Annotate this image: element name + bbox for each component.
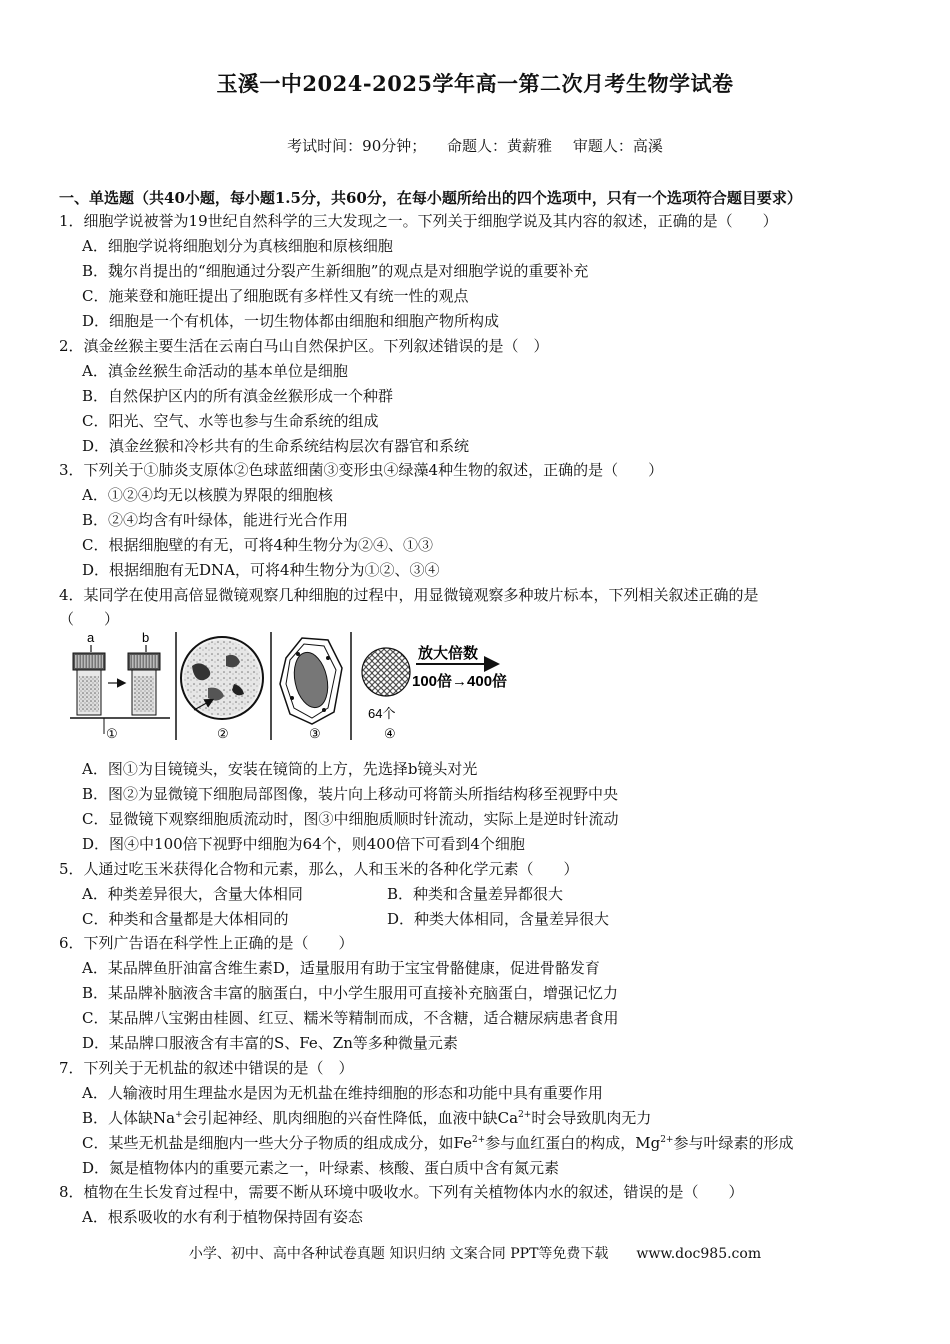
question-7-stem: 7．下列关于无机盐的叙述中错误的是（ ） bbox=[59, 1059, 354, 1077]
question-6-stem: 6．下列广告语在科学性上正确的是（ ） bbox=[59, 934, 354, 952]
question-4-option-a: A．图①为目镜镜头，安装在镜筒的上方，先选择b镜头对光 bbox=[82, 760, 478, 778]
lens-b-icon bbox=[128, 653, 160, 715]
question-4-option-d: D．图④中100倍下视野中细胞为64个，则400倍下可看到4个细胞 bbox=[82, 835, 525, 853]
question-2-option-a: A．滇金丝猴生命活动的基本单位是细胞 bbox=[82, 362, 348, 380]
page-title: 玉溪一中2024-2025学年高一第二次月考生物学试卷 bbox=[216, 71, 734, 96]
question-3-option-b: B．②④均含有叶绿体，能进行光合作用 bbox=[82, 511, 349, 529]
question-5-option-c: C．种类和含量都是大体相同的 bbox=[82, 910, 289, 928]
question-3-option-c: C．根据细胞壁的有无，可将4种生物分为②④、①③ bbox=[82, 536, 434, 554]
question-3-option-a: A．①②④均无以核膜为界限的细胞核 bbox=[82, 486, 333, 504]
cell-count-label: 64个 bbox=[368, 706, 396, 721]
question-1-option-b: B．魏尔肖提出的“细胞通过分裂产生新细胞”的观点是对细胞学说的重要补充 bbox=[82, 262, 589, 280]
cell-field-panel bbox=[181, 632, 271, 742]
magnification-change: 100倍→400倍 bbox=[412, 673, 508, 690]
question-2-option-b: B．自然保护区内的所有滇金丝猴形成一个种群 bbox=[82, 387, 394, 405]
question-5-option-a: A．种类差异很大，含量大体相同 bbox=[82, 885, 303, 903]
question-5-option-b: B．种类和含量差异都很大 bbox=[387, 885, 564, 903]
lens-a-label: a bbox=[87, 630, 95, 645]
question-6-option-b: B．某品牌补脑液含丰富的脑蛋白，中小学生服用可直接补充脑蛋白，增强记忆力 bbox=[82, 984, 619, 1002]
lens-panel bbox=[70, 630, 176, 742]
question-6-option-c: C．某品牌八宝粥由桂圆、红豆、糯米等精制而成，不含糖，适合糖尿病患者食用 bbox=[82, 1009, 619, 1027]
lens-a-icon bbox=[73, 653, 105, 715]
question-2-stem: 2．滇金丝猴主要生活在云南白马山自然保护区。下列叙述错误的是（ ） bbox=[59, 337, 549, 355]
exam-author: 命题人：黄薪雅 bbox=[447, 137, 553, 155]
question-4-stem: 4．某同学在使用高倍显微镜观察几种细胞的过程中，用显微镜观察多种玻片标本，下列相关叙述正确的是 bbox=[59, 586, 759, 604]
lens-b-label: b bbox=[142, 630, 150, 645]
question-7-option-b: B．人体缺Na+会引起神经、肌肉细胞的兴奋性降低，血液中缺$Ca^{2+}$时会导致肌肉无力 bbox=[82, 1109, 652, 1127]
question-5-option-d: D．种类大体相同，含量差异很大 bbox=[387, 910, 610, 928]
question-6-option-a: A．某品牌鱼肝油富含维生素D，适量服用有助于宝宝骨骼健康，促进骨骼发育 bbox=[82, 959, 600, 977]
plant-cell-panel bbox=[280, 632, 351, 742]
page-footer[interactable]: 小学、初中、高中各种试卷真题 知识归纳 文案合同 PPT等免费下载 www.doc985.com bbox=[188, 1246, 762, 1262]
question-4-option-b: B．图②为显微镜下细胞局部图像，装片向上移动可将箭头所指结构移至视野中央 bbox=[82, 785, 619, 803]
question-1-stem: 1．细胞学说被誉为19世纪自然科学的三大发现之一。下列关于细胞学说及其内容的叙述，正确的是（ ） bbox=[59, 212, 778, 230]
question-3-option-d: D．根据细胞有无DNA，可将4种生物分为①②、③④ bbox=[82, 561, 440, 579]
question-7-option-d: D．氮是植物体内的重要元素之一，叶绿素、核酸、蛋白质中含有氮元素 bbox=[82, 1159, 560, 1177]
exam-meta bbox=[0, 135, 950, 156]
magnification-title: 放大倍数 bbox=[418, 645, 479, 662]
question-2-option-d: D．滇金丝猴和冷杉共有的生命系统结构层次有器官和系统 bbox=[82, 437, 470, 455]
question-7-option-a: A．人输液时用生理盐水是因为无机盐在维持细胞的形态和功能中具有重要作用 bbox=[82, 1084, 603, 1102]
magnification-panel bbox=[362, 644, 507, 742]
exam-time: 考试时间：90分钟； bbox=[287, 137, 427, 155]
question-6-option-d: D．某品牌口服液含有丰富的S、Fe、Zn等多种微量元素 bbox=[82, 1034, 458, 1052]
question-1-option-d: D．细胞是一个有机体，一切生物体都由细胞和细胞产物所构成 bbox=[82, 312, 500, 330]
question-4-option-c: C．显微镜下观察细胞质流动时，图③中细胞质顺时针流动，实际上是逆时针流动 bbox=[82, 810, 619, 828]
question-1-option-c: C．施莱登和施旺提出了细胞既有多样性又有统一性的观点 bbox=[82, 287, 469, 305]
panel-1-number: ① bbox=[106, 727, 118, 742]
question-8-stem: 8．植物在生长发育过程中，需要不断从环境中吸收水。下列有关植物体内水的叙述，错误的是（ ） bbox=[59, 1183, 744, 1201]
question-5-stem: 5．人通过吃玉米获得化合物和元素，那么，人和玉米的各种化学元素（ ） bbox=[59, 860, 579, 878]
exam-reviewer: 审题人：高溪 bbox=[572, 137, 663, 155]
question-1-option-a: A．细胞学说将细胞划分为真核细胞和原核细胞 bbox=[82, 237, 393, 255]
question-7-option-c: C．某些无机盐是细胞内一些大分子物质的组成成分，如$Fe^{2+}$参与血红蛋白的构成，$Mg^{2+}$参与叶绿素的形成 bbox=[82, 1134, 794, 1152]
question-4-stem-bracket: （ ） bbox=[59, 610, 120, 628]
question-2-option-c: C．阳光、空气、水等也参与生命系统的组成 bbox=[82, 412, 379, 430]
question-3-stem: 3．下列关于①肺炎支原体②色球蓝细菌③变形虫④绿藻4种生物的叙述，正确的是（ ） bbox=[59, 461, 664, 479]
question-8-option-a: A．根系吸收的水有利于植物保持固有姿态 bbox=[82, 1208, 363, 1226]
panel-3-number: ③ bbox=[309, 727, 321, 742]
panel-2-number: ② bbox=[217, 727, 229, 742]
panel-4-number: ④ bbox=[384, 727, 396, 742]
microscope-figure bbox=[66, 628, 516, 743]
section-heading: 一、单选题（共40小题，每小题1.5分，共60分，在每小题所给出的四个选项中，只有一个选项符合题目要求） bbox=[59, 189, 802, 207]
